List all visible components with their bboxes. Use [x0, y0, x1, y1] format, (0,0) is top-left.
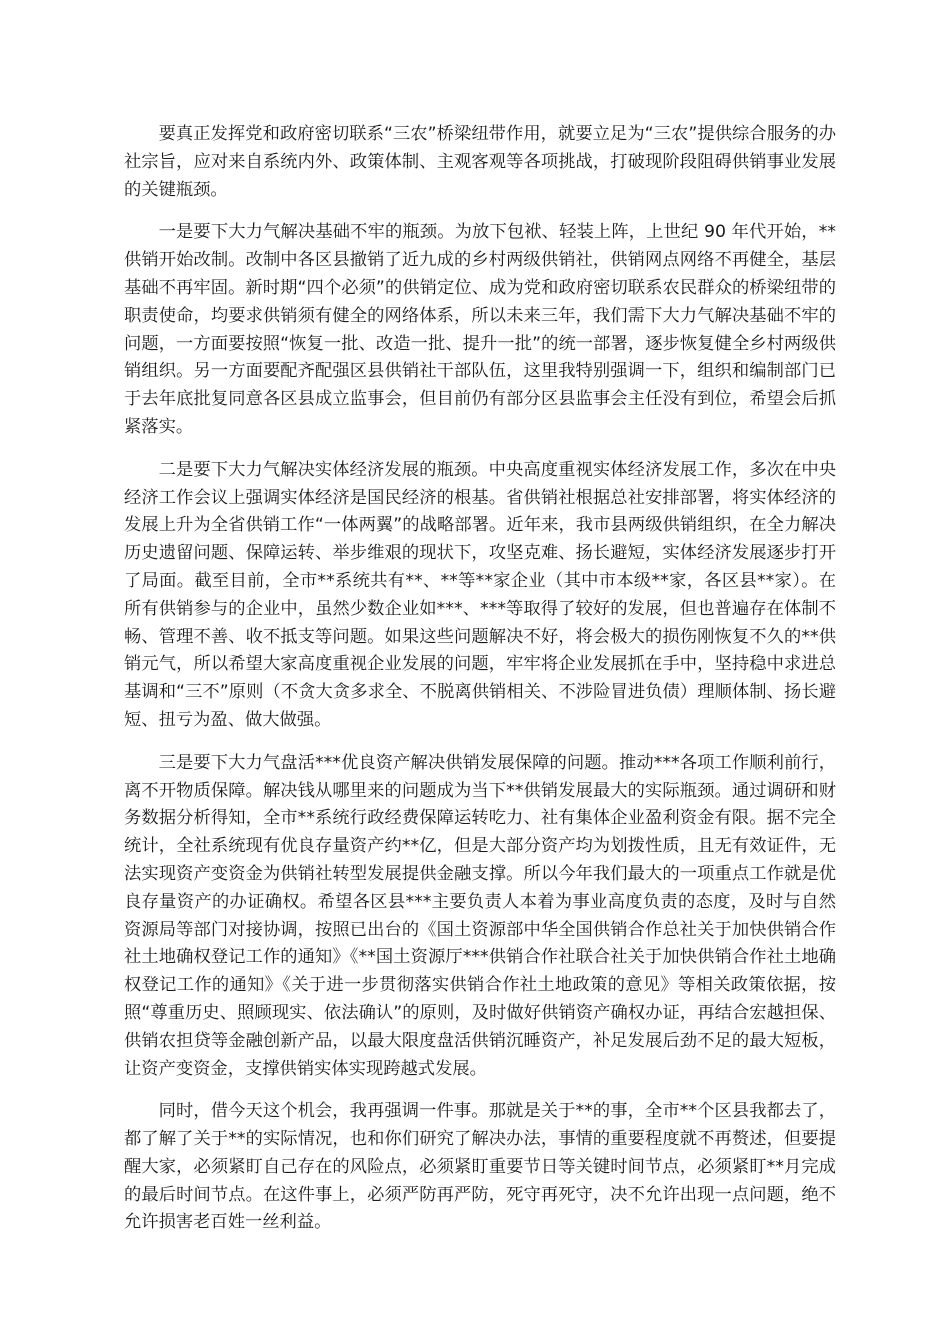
paragraph-intro: 要真正发挥党和政府密切联系“三农”桥梁纽带作用，就要立足为“三农”提供综合服务的办社宗旨，应对来自系统内外、政策体制、主观客观等各项挑战，打破现阶段阻碍供销事业发展的关键瓶颈。: [124, 124, 836, 200]
paragraph-point-3: 三是要下大力气盘活***优良资产解决供销发展保障的问题。推动***各项工作顺利前行，离不开物质保障。解决钱从哪里来的问题成为当下**供销发展最大的实际瓶颈。通过调研和财务数据分析得知，全市**系统行政经费保障运转吃力、社有集体企业盈利资金有限。据不完全统计，全社系统现有优良存量资产约**亿，但是大部分资产均为划拨性质，且无有效证件，无法实现资产变资金为供销社转型发展提供金融支撑。所以今年我们最大的一项重点工作就是优良存量资产的办证确权。希望各区县***主要负责人本着为事业高度负责的态度，及时与自然资源局等部门对接协调，按照已出台的《国土资源部中华全国供销合作总社关于加快供销合作社土地确权登记工作的通知》《**国土资源厅***供销合作社联合社关于加快供销合作社土地确权登记工作的通知》《关于进一步贯彻落实供销合作社土地政策的意见》等相关政策依据，按照“尊重历史、照顾现实、依法确认”的原则，及时做好供销资产确权办证，再结合宏越担保、供销农担贷等金融创新产品，以最大限度盘活供销沉睡资产，补足发展后劲不足的最大短板，让资产变资金，支撑供销实体实现跨越式发展。: [124, 752, 836, 1079]
document-page: [124, 121, 836, 1252]
paragraph-point-1: 一是要下大力气解决基础不牢的瓶颈。为放下包袱、轻装上阵，上世纪 90 年代开始，**供销开始改制。改制中各区县撤销了近九成的乡村两级供销社，供销网点网络不再健全，基层基础不再牢固。新时期“四个必须”的供销定位、成为党和政府密切联系农民群众的桥梁纽带的职责使命，均要求供销须有健全的网络体系，所以未来三年，我们需下大力气解决基础不牢的问题，一方面要按照“恢复一批、改造一批、提升一批”的统一部署，逐步恢复健全乡村两级供销组织。另一方面要配齐配强区县供销社干部队伍，这里我特别强调一下，组织和编制部门已于去年底批复同意各区县成立监事会，但目前仍有部分区县监事会主任没有到位，希望会后抓紧落实。: [124, 222, 836, 437]
paragraph-point-2: 二是要下大力气解决实体经济发展的瓶颈。中央高度重视实体经济发展工作，多次在中央经济工作会议上强调实体经济是国民经济的根基。省供销社根据总社安排部署，将实体经济的发展上升为全省供销工作“一体两翼”的战略部署。近年来，我市县两级供销组织，在全力解决历史遗留问题、保障运转、举步维艰的现状下，攻坚克难、扬长避短，实体经济发展逐步打开了局面。截至目前，全市**系统共有**、**等**家企业（其中市本级**家，各区县**家）。在所有供销参与的企业中，虽然少数企业如***、***等取得了较好的发展，但也普遍存在体制不畅、管理不善、收不抵支等问题。如果这些问题解决不好，将会极大的损伤刚恢复不久的**供销元气，所以希望大家高度重视企业发展的问题，牢牢将企业发展抓在手中，坚持稳中求进总基调和“三不”原则（不贪大贪多求全、不脱离供销相关、不涉险冒进负债）理顺体制、扬长避短、扭亏为盈、做大做强。: [124, 459, 836, 730]
paragraph-closing: 同时，借今天这个机会，我再强调一件事。那就是关于**的事，全市**个区县我都去了，都了解了关于**的实际情况，也和你们研究了解决办法，事情的重要程度就不再赘述，但要提醒大家，必须紧盯自己存在的风险点，必须紧盯重要节日等关键时间节点，必须紧盯**月完成的最后时间节点。在这件事上，必须严防再严防，死守再死守，决不允许出现一点问题，绝不允许损害老百姓一丝利益。: [124, 1101, 836, 1233]
